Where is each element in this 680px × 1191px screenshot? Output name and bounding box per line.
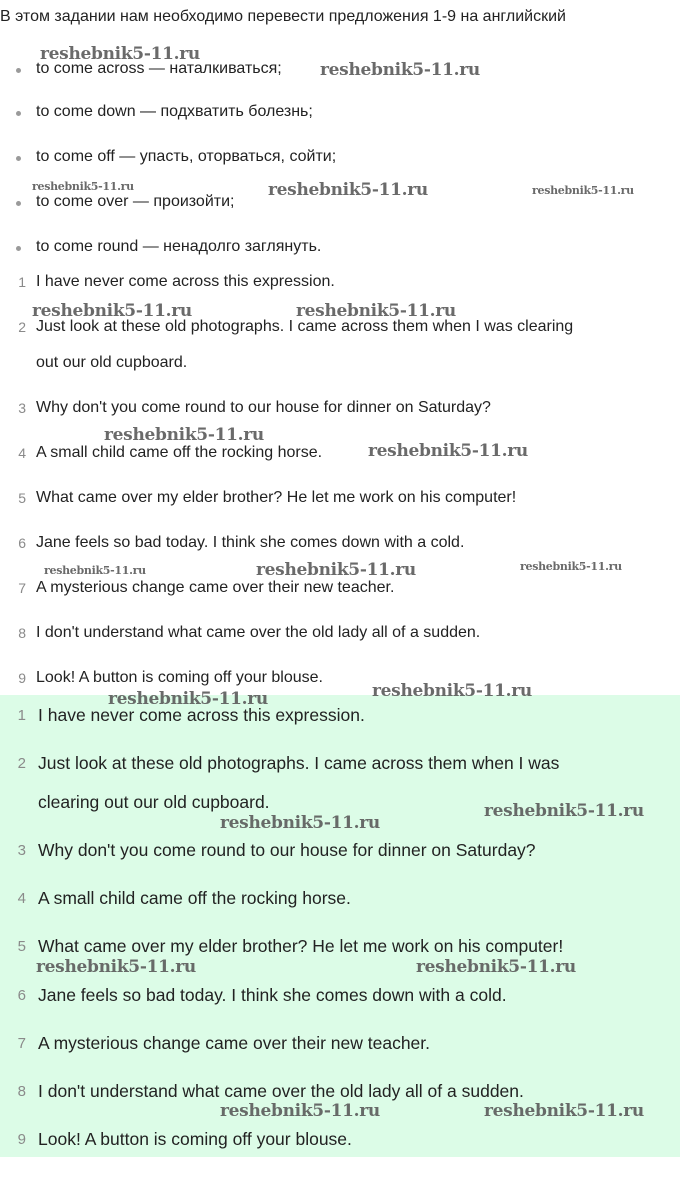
watermark: reshebnik5-11.ru [532,184,634,197]
sentence-number: 6 [18,535,26,551]
answer-text: What came over my elder brother? He let me work on his computer! [38,936,564,956]
vocabulary-text: to come round — ненадолго заглянуть. [36,238,322,255]
sentence-text-continued: out our old cupboard. [36,354,188,371]
sentence-text: I have never come across this expression. [36,273,335,290]
answer-number: 8 [17,1083,26,1100]
answer-text: Why don't you come round to our house for dinner on Saturday? [38,840,536,860]
intro-text: В этом задании нам необходимо перевести предложения 1-9 на английский [0,8,566,25]
watermark: reshebnik5-11.ru [40,44,200,64]
sentence-text: A small child came off the rocking horse. [36,444,323,461]
bullet-icon [16,156,21,161]
answer-number: 1 [17,707,26,724]
sentence-text: Just look at these old photographs. I came across them when I was clearing [36,318,574,335]
watermark: reshebnik5-11.ru [484,1101,644,1121]
watermark: reshebnik5-11.ru [220,813,380,833]
vocabulary-text: to come down — подхватить болезнь; [36,103,313,120]
answer-number: 2 [17,755,26,772]
sentence-text: I don't understand what came over the old lady all of a sudden. [36,624,481,641]
watermark: reshebnik5-11.ru [104,425,264,445]
sentence-number: 8 [18,625,26,641]
answer-text: I don't understand what came over the old lady all of a sudden. [38,1081,524,1101]
sentence-text: Look! A button is coming off your blouse. [36,669,323,686]
watermark: reshebnik5-11.ru [520,560,622,573]
vocabulary-text: to come across — наталкиваться; [36,60,282,77]
watermark: reshebnik5-11.ru [44,564,146,577]
bullet-icon [16,246,21,251]
sentence-number: 5 [18,490,26,506]
watermark: reshebnik5-11.ru [32,301,192,321]
sentence-number: 9 [18,670,26,686]
vocabulary-text: to come off — упасть, оторваться, сойти; [36,148,337,165]
watermark: reshebnik5-11.ru [32,180,134,193]
bullet-icon [16,201,21,206]
sentence-number: 7 [18,580,26,596]
answer-text: Jane feels so bad today. I think she comes down with a cold. [38,985,507,1005]
answer-box [0,695,680,1157]
watermark: reshebnik5-11.ru [108,689,268,709]
answer-number: 4 [17,890,26,907]
answer-text: A mysterious change came over their new teacher. [38,1033,431,1053]
sentence-text: What came over my elder brother? He let me work on his computer! [36,489,517,506]
watermark: reshebnik5-11.ru [36,957,196,977]
answer-text: Look! A button is coming off your blouse. [38,1129,352,1149]
sentence-number: 1 [18,274,26,290]
answer-number: 7 [17,1035,26,1052]
sentence-number: 3 [18,400,26,416]
bullet-icon [16,68,21,73]
watermark: reshebnik5-11.ru [268,180,428,200]
answer-number: 6 [17,987,26,1004]
answer-text: I have never come across this expression. [38,705,365,725]
answer-number: 3 [17,842,26,859]
watermark: reshebnik5-11.ru [416,957,576,977]
sentence-text: A mysterious change came over their new teacher. [36,579,395,596]
sentence-number: 2 [18,319,26,335]
answer-text: A small child came off the rocking horse. [38,888,351,908]
watermark: reshebnik5-11.ru [296,301,456,321]
sentence-text: Why don't you come round to our house for dinner on Saturday? [36,399,491,416]
bullet-icon [16,111,21,116]
sentence-number: 4 [18,445,26,461]
watermark: reshebnik5-11.ru [220,1101,380,1121]
watermark: reshebnik5-11.ru [484,801,644,821]
answer-number: 9 [17,1131,26,1148]
vocabulary-text: to come over — произойти; [36,193,235,210]
watermark: reshebnik5-11.ru [320,60,480,80]
watermark: reshebnik5-11.ru [256,560,416,580]
answer-number: 5 [17,938,26,955]
watermark: reshebnik5-11.ru [372,681,532,701]
answer-text: Just look at these old photographs. I came across them when I was [38,753,560,773]
watermark: reshebnik5-11.ru [368,441,528,461]
answer-text-continued: clearing out our old cupboard. [38,792,270,812]
sentence-text: Jane feels so bad today. I think she comes down with a cold. [36,534,465,551]
